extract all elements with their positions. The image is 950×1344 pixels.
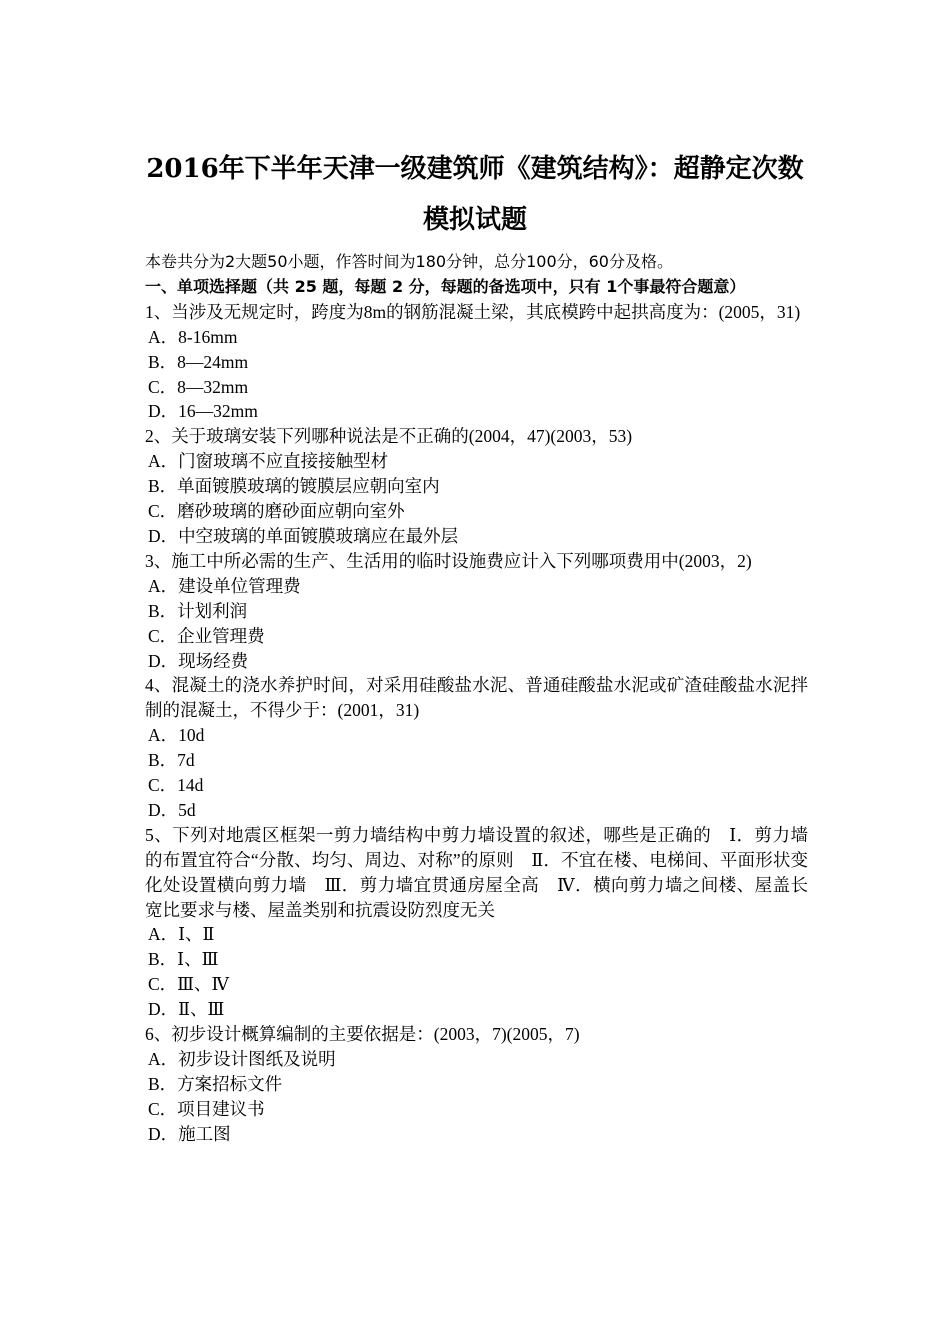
option-a: A．门窗玻璃不应直接接触型材 <box>148 451 389 472</box>
option-c: C．项目建议书 <box>148 1098 265 1119</box>
question-stem: 2、关于玻璃安装下列哪种说法是不正确的(2004，47)(2003，53) <box>145 426 633 447</box>
option-a: A．8-16mm <box>148 326 238 347</box>
question-2 <box>145 424 808 549</box>
question-stem: 5、下列对地震区框架一剪力墙结构中剪力墙设置的叙述，哪些是正确的 Ⅰ．剪力墙的布置宜符合“分散、均匀、周边、对称”的原则 Ⅱ．不宜在楼、电梯间、平面形状变化处设置横向剪力墙 Ⅲ．剪力墙宜贯通房屋全高 Ⅳ．横向剪力墙之间楼、屋盖长宽比要求与楼、屋盖类别和抗震设防烈度无关 <box>145 824 808 920</box>
question-stem: 3、施工中所必需的生产、生活用的临时设施费应计入下列哪项费用中(2003，2) <box>145 550 752 571</box>
option-c: C．Ⅲ、Ⅳ <box>148 974 230 995</box>
option-b: B．8—24mm <box>148 351 249 372</box>
document-title-line1: 2016年下半年天津一级建筑师《建筑结构》：超静定次数 <box>146 154 804 184</box>
option-d: D．Ⅱ、Ⅲ <box>148 999 225 1020</box>
option-b: B．计划利润 <box>148 600 248 621</box>
option-d: D．中空玻璃的单面镀膜玻璃应在最外层 <box>148 525 459 546</box>
option-d: D．施工图 <box>148 1123 231 1144</box>
option-c: C．14d <box>148 775 204 796</box>
document-body <box>145 250 808 1147</box>
question-3 <box>145 549 808 674</box>
exam-intro: 本卷共分为2大题50小题，作答时间为180分钟，总分100分，60分及格。 <box>145 252 673 271</box>
option-d: D．5d <box>148 799 196 820</box>
option-b: B．7d <box>148 750 195 771</box>
option-c: C．磨砂玻璃的磨砂面应朝向室外 <box>148 501 405 522</box>
option-b: B．方案招标文件 <box>148 1073 283 1094</box>
option-b: B．单面镀膜玻璃的镀膜层应朝向室内 <box>148 476 440 497</box>
option-c: C．企业管理费 <box>148 625 265 646</box>
option-d: D．16—32mm <box>148 401 258 422</box>
option-a: A．建设单位管理费 <box>148 575 301 596</box>
question-stem: 6、初步设计概算编制的主要依据是：(2003，7)(2005，7) <box>145 1024 580 1045</box>
option-a: A．10d <box>148 725 205 746</box>
question-stem: 1、当涉及无规定时，跨度为8m的钢筋混凝土梁，其底模跨中起拱高度为：(2005，31) <box>145 301 801 322</box>
question-6 <box>145 1022 808 1147</box>
question-4 <box>145 673 808 822</box>
option-a: A．Ⅰ、Ⅱ <box>148 924 215 945</box>
question-5 <box>145 823 808 1022</box>
question-stem: 4、混凝土的浇水养护时间，对采用硅酸盐水泥、普通硅酸盐水泥或矿渣硅酸盐水泥拌制的混凝土，不得少于：(2001，31) <box>145 675 808 721</box>
option-b: B．Ⅰ、Ⅲ <box>148 949 219 970</box>
option-a: A．初步设计图纸及说明 <box>148 1049 336 1069</box>
question-1 <box>145 300 808 425</box>
option-d: D．现场经费 <box>148 650 249 671</box>
document-title-line2: 模拟试题 <box>422 205 527 235</box>
section-heading: 一、单项选择题（共 25 题，每题 2 分，每题的备选项中，只有 1个事最符合题意） <box>145 276 746 296</box>
option-c: C．8—32mm <box>148 376 249 397</box>
